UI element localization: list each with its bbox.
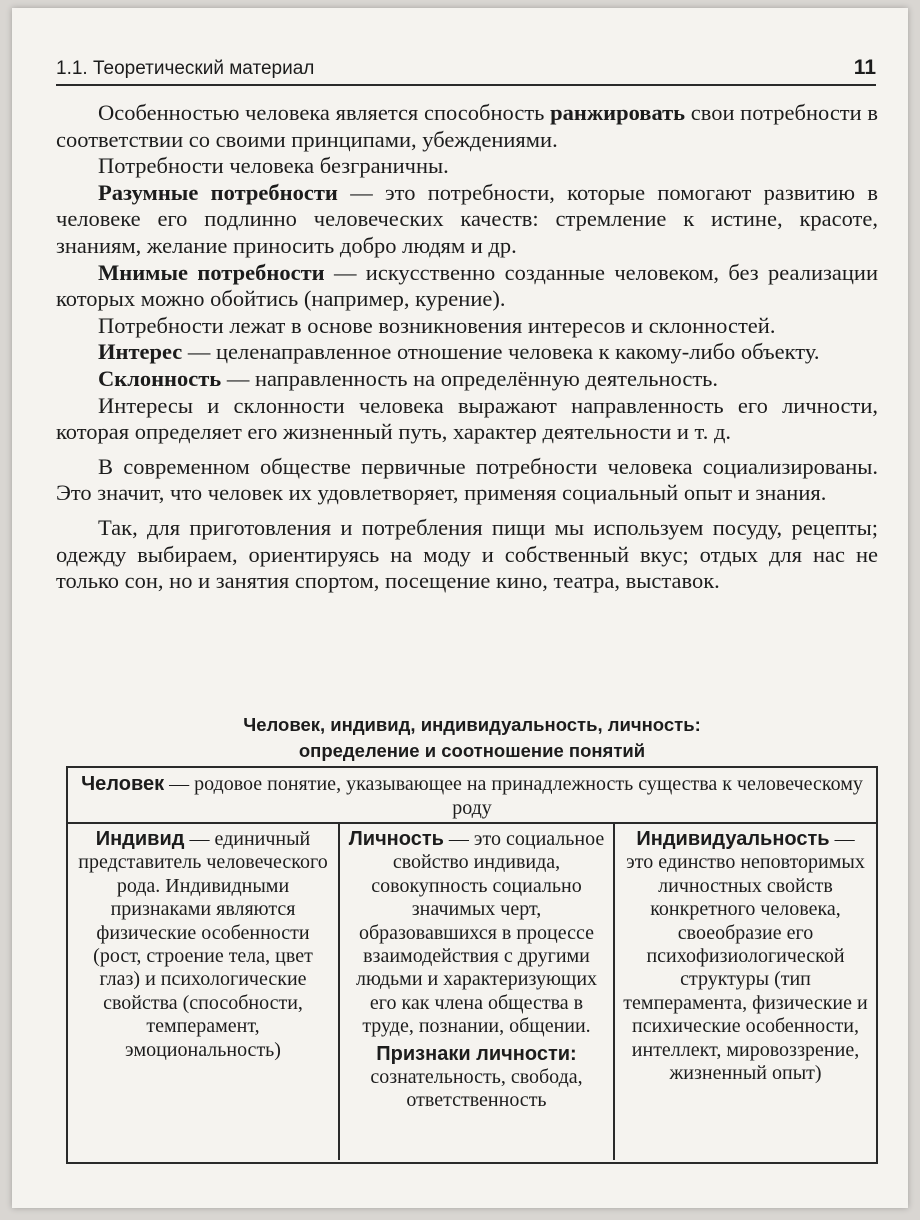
table-cell-individualnost: Индивидуальность — это единство неповторимых личностных свойств конкретного человека, своеобразие его психофизиологической структуры (тип темперамента, физические и психические особенности, интеллект, мировоззрение, жизненный опыт) [613, 824, 876, 1160]
main-text [56, 100, 878, 595]
section-title: 1.1. Теоретический материал [56, 58, 315, 79]
paragraph: Склонность — направленность на определённую деятельность. [98, 365, 719, 391]
table-cell-lichnost: Личность — это социальное свойство индивида, совокупность социально значимых черт, образовавшихся в процессе взаимодействия с другими людьми и характеризующих его как члена общества в труде, познании, общении. Признаки личности: сознательность, свобода, ответственность [338, 824, 613, 1160]
paragraph: Так, для приготовления и потребления пищи мы используем посуду, рецепты; одежду выбираем, ориентируясь на моду и собственный вкус; отдых для нас не только сон, но и занятия спортом, посещение кино, театра, выставок. [56, 514, 878, 594]
paragraph: Интерес — целенаправленное отношение человека к какому-либо объекту. [98, 339, 820, 365]
paragraph: Особенностью человека является способность ранжировать свои потребности в соответствии со своими принципами, убеждениями. [56, 100, 878, 152]
concepts-table [66, 766, 878, 1164]
paragraph: Мнимые потребности — искусственно созданные человеком, без реализации которых можно обойтись (например, курение). [56, 259, 878, 312]
table-title: Человек, индивид, индивидуальность, личность: определение и соотношение понятий [243, 714, 701, 761]
table-cell-individ: Индивид — единичный представитель человеческого рода. Индивидными признаками являются физические особенности (рост, строение тела, цвет глаз) и психологические свойства (способности, темперамент, эмоциональность) [78, 828, 328, 1061]
book-page [12, 8, 908, 1208]
features-list: сознательность, свобода, ответственность [370, 1066, 583, 1112]
paragraph: Потребности человека безграничны. [98, 153, 449, 179]
page-number: 11 [853, 56, 876, 79]
features-heading: Признаки личности: [376, 1042, 577, 1065]
running-header [56, 56, 876, 86]
paragraph: Разумные потребности — это потребности, которые помогают развитию в человеке его подлинно человеческих качеств: стремление к истине, красоте, знаниям, желание приносить добро людям и др. [56, 179, 878, 258]
paragraph: Потребности лежат в основе возникновения интересов и склонностей. [98, 312, 776, 338]
paragraph: В современном обществе первичные потребности человека социализированы. Это значит, что человек их удовлетворяет, применяя социальный опыт и знания. [56, 453, 878, 506]
paragraph: Интересы и склонности человека выражают направленность его личности, которая определяет его жизненный путь, характер деятельности и т. д. [56, 392, 878, 445]
table-cell-chelovek: Человек — родовое понятие, указывающее на принадлежность существа к человеческому роду [68, 768, 876, 824]
